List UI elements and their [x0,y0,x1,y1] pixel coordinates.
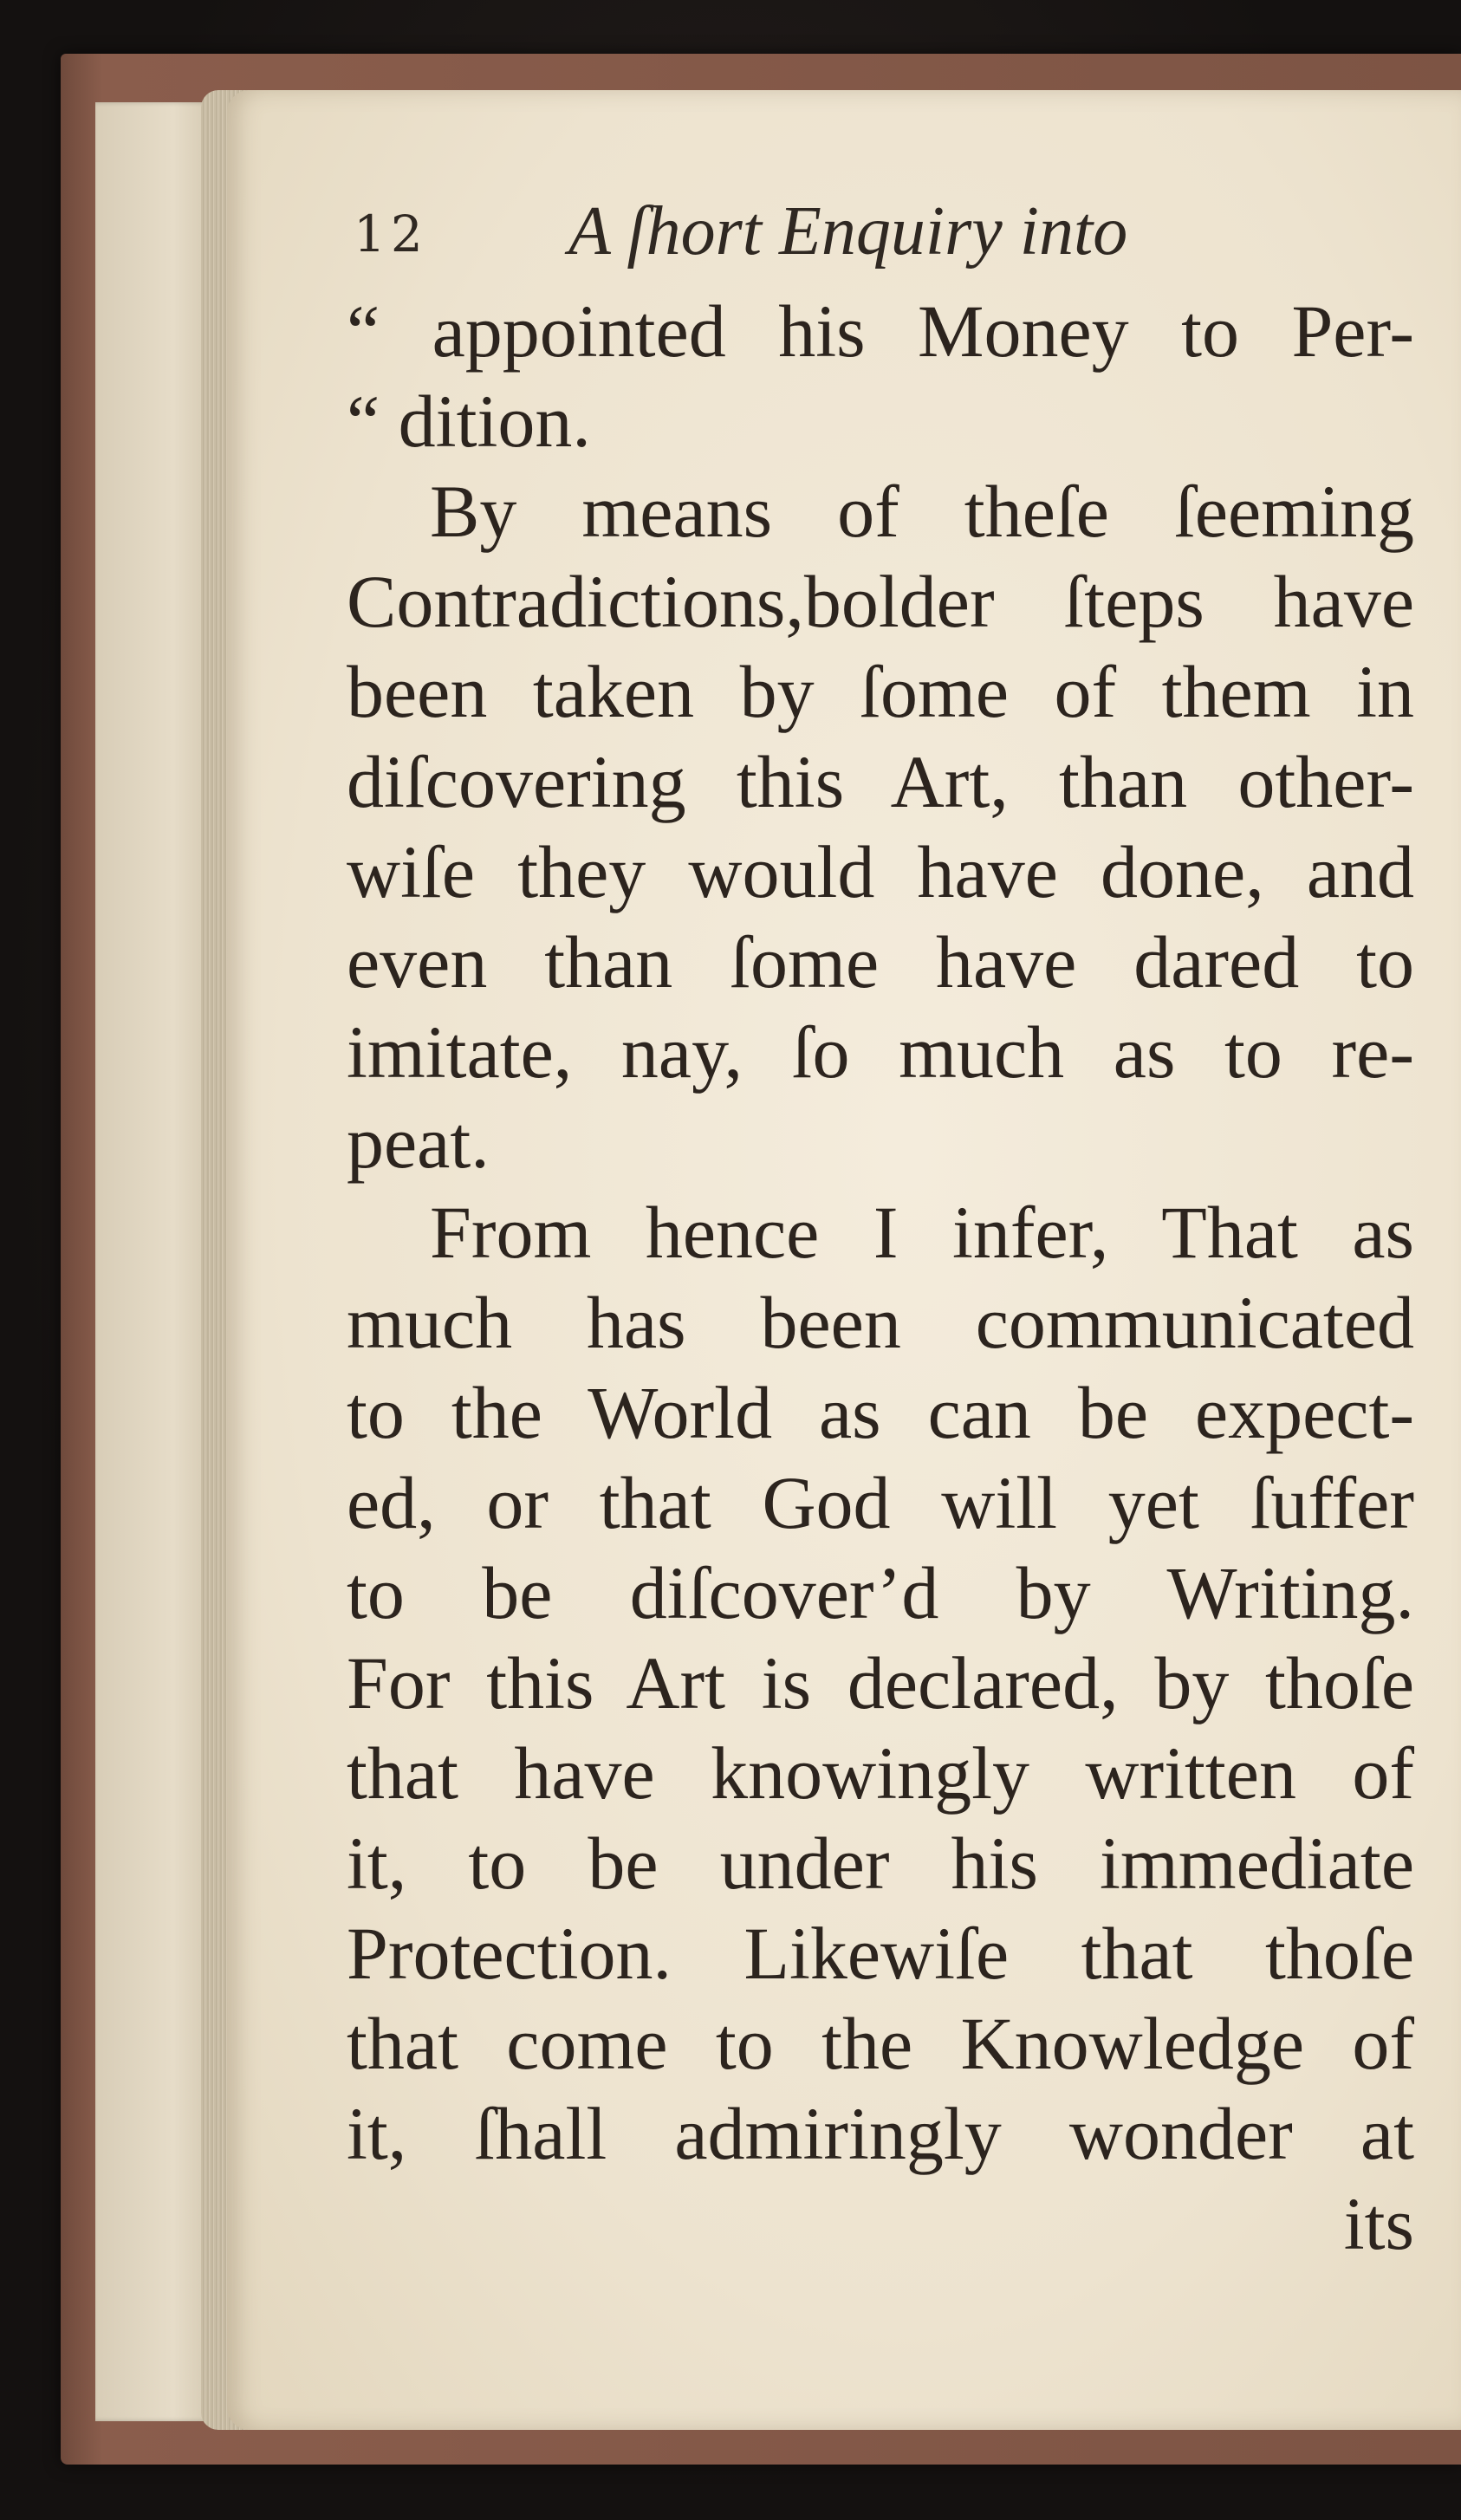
page-number: 12 [354,205,428,263]
running-title: A ſhort Enquiry into [568,193,1128,270]
text-line: diſcovering this Art, than other- [347,740,1414,823]
text-line: peat. [347,1101,490,1184]
text-line: “ dition. [347,380,591,463]
text-line: From hence I infer, That as [430,1191,1414,1274]
text-line: By means of theſe ſeeming [430,470,1414,553]
text-line: that come to the Knowledge of [347,2002,1414,2085]
text-line: that have knowingly written of [347,1731,1414,1815]
text-line: to be diſcover’d by Writing. [347,1551,1414,1634]
catchword: its [1343,2182,1414,2265]
text-line: imitate, nay, ſo much as to re- [347,1010,1414,1094]
text-line: ed, or that God will yet ſuffer [347,1461,1414,1544]
text-line: it, to be under his immediate [347,1822,1414,1905]
text-line: “ appointed his Money to Per- [347,289,1414,373]
text-line: Contradictions,bolder ſteps have [347,560,1414,643]
body-text [347,286,1414,2269]
text-line: wiſe they would have done, and [347,830,1414,913]
text-line: much has been communicated [347,1281,1414,1364]
text-line: even than ſome have dared to [347,920,1414,1003]
text-line: been taken by ſome of them in [347,650,1414,733]
text-line: to the World as can be expect- [347,1371,1414,1454]
text-line: Protection. Likewiſe that thoſe [347,1912,1414,1995]
text-line: it, ſhall admiringly wonder at [347,2092,1414,2175]
text-line: For this Art is declared, by thoſe [347,1641,1414,1724]
